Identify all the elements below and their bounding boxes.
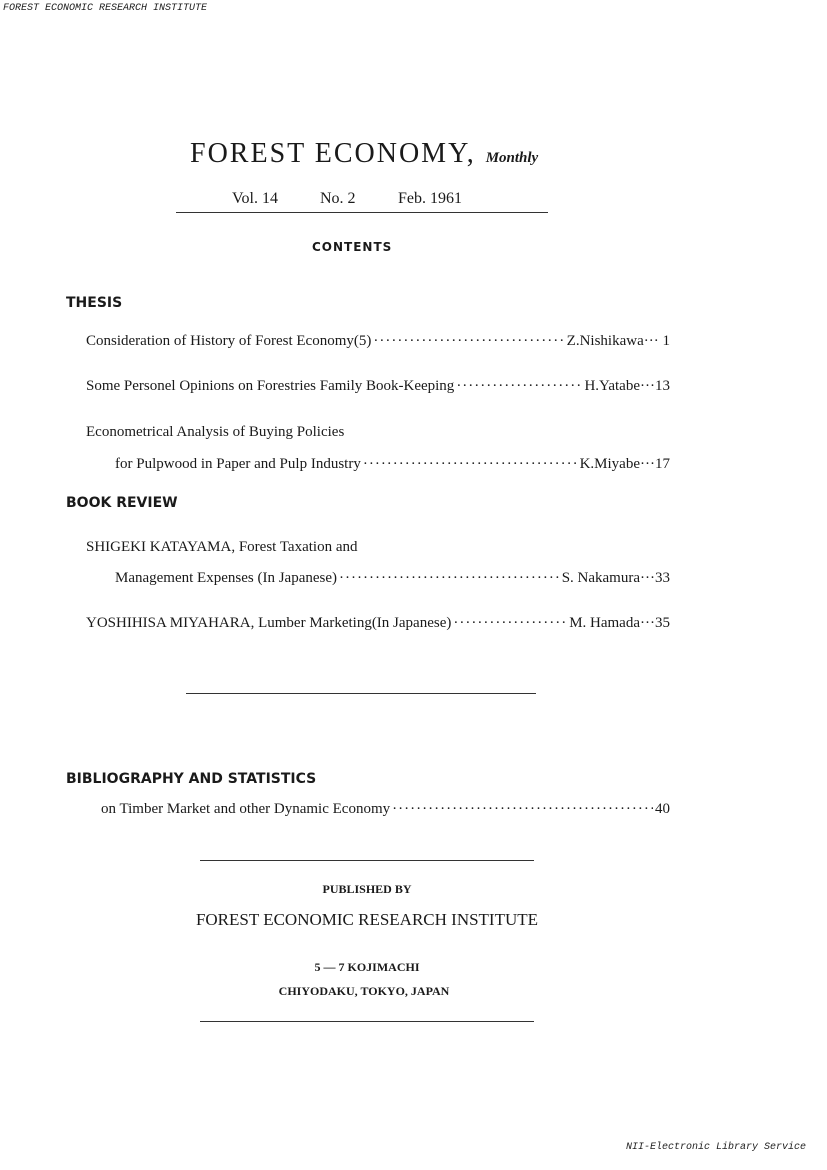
- toc-entry-title-line1: SHIGEKI KATAYAMA, Forest Taxation and: [86, 539, 358, 555]
- leader-dots: [339, 570, 560, 587]
- toc-entry-title: Some Personel Opinions on Forestries Family Book-Keeping: [86, 378, 455, 394]
- toc-entry-title: on Timber Market and other Dynamic Economy: [101, 801, 391, 817]
- toc-entry-page: 40: [655, 801, 670, 817]
- toc-entry-author: S. Nakamura: [561, 570, 640, 586]
- section-divider: [200, 860, 534, 861]
- publisher-address-line1: 5 — 7 KOJIMACHI: [314, 960, 420, 974]
- section-heading-book-review: BOOK REVIEW: [66, 495, 178, 511]
- toc-entry-page: ···17: [640, 456, 670, 472]
- section-divider: [200, 1021, 534, 1022]
- toc-entry-author: H.Yatabe: [584, 378, 640, 394]
- toc-entry: [115, 570, 670, 587]
- leader-dots: [373, 333, 564, 350]
- toc-entry: [86, 615, 670, 632]
- issue-date: Feb. 1961: [398, 190, 462, 207]
- toc-entry-page: ··· 1: [643, 333, 670, 349]
- journal-title-block: [190, 138, 538, 170]
- section-heading-thesis: THESIS: [66, 295, 123, 311]
- leader-dots: [392, 801, 653, 818]
- leader-dots: [453, 615, 567, 632]
- toc-entry: [86, 378, 670, 395]
- toc-entry-page: ···35: [640, 615, 670, 631]
- leader-dots: [456, 378, 582, 395]
- toc-entry-title-line1: Econometrical Analysis of Buying Policies: [86, 424, 345, 440]
- toc-entry-title: for Pulpwood in Paper and Pulp Industry: [115, 456, 361, 472]
- publisher-address-line2: CHIYODAKU, TOKYO, JAPAN: [278, 984, 450, 998]
- toc-entry-page: ···33: [640, 570, 670, 586]
- toc-entry-page: ···13: [640, 378, 670, 394]
- masthead-rule: [176, 212, 548, 213]
- published-by-label: PUBLISHED BY: [322, 882, 412, 896]
- toc-entry: [101, 801, 670, 818]
- section-divider: [186, 693, 536, 694]
- running-header: FOREST ECONOMIC RESEARCH INSTITUTE: [3, 3, 208, 14]
- library-footer: NII-Electronic Library Service: [625, 1142, 806, 1153]
- toc-entry-title: Consideration of History of Forest Economy(5): [86, 333, 372, 349]
- toc-entry-author: Z.Nishikawa: [566, 333, 644, 349]
- toc-entry: [86, 333, 670, 350]
- journal-title: FOREST ECONOMY,: [190, 138, 476, 169]
- toc-entry-author: K.Miyabe: [579, 456, 640, 472]
- toc-entry-title: YOSHIHISA MIYAHARA, Lumber Marketing(In Japanese): [86, 615, 452, 631]
- issue-volume: Vol. 14: [232, 190, 278, 207]
- publisher-name: FOREST ECONOMIC RESEARCH INSTITUTE: [195, 910, 539, 929]
- toc-entry: [115, 456, 670, 473]
- section-heading-bibliography: BIBLIOGRAPHY AND STATISTICS: [66, 771, 317, 787]
- journal-frequency: Monthly: [485, 150, 539, 166]
- toc-entry-title: Management Expenses (In Japanese): [115, 570, 337, 586]
- issue-number: No. 2: [320, 190, 356, 207]
- contents-heading: CONTENTS: [312, 240, 393, 254]
- toc-entry-author: M. Hamada: [569, 615, 640, 631]
- leader-dots: [363, 456, 578, 473]
